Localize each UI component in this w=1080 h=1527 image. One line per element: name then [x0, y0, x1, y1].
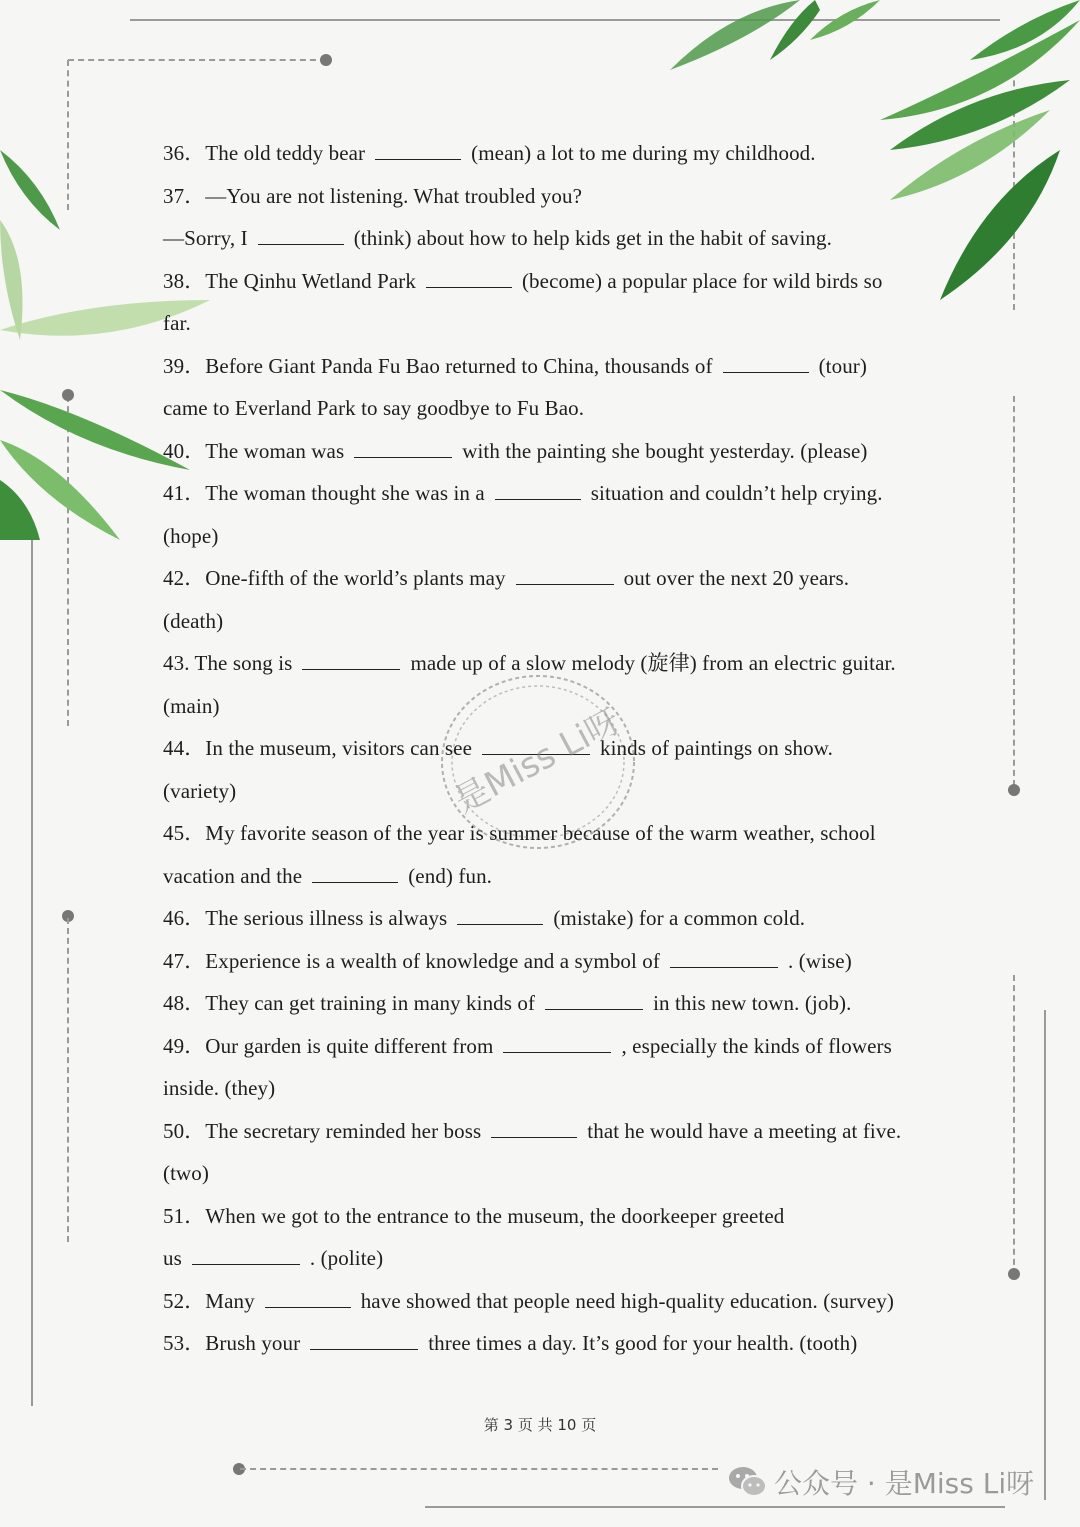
line-text: inside. (they): [163, 1076, 276, 1100]
line-text: (hope): [163, 523, 219, 548]
exercise-line: [163, 479, 883, 507]
line-text: 53．Brush your: [163, 1331, 301, 1355]
frame-dot: [1008, 784, 1020, 796]
answer-blank[interactable]: [426, 269, 512, 288]
line-text: kinds of paintings on show.: [600, 736, 833, 760]
line-text: with the painting she bought yesterday. (please): [462, 438, 868, 463]
answer-blank[interactable]: [491, 1119, 577, 1138]
exercise-line: [163, 1202, 784, 1230]
line-text: made up of a slow melody (旋律) from an electric guitar.: [410, 651, 896, 675]
line-text: —Sorry, I: [163, 226, 248, 250]
line-text: came to Everland Park to say goodbye to Fu Bao.: [163, 396, 585, 420]
exercise-line: [163, 224, 832, 252]
answer-blank[interactable]: [495, 481, 581, 500]
exercise-line: [163, 139, 816, 167]
line-text: 39．Before Giant Panda Fu Bao returned to China, thousands of: [163, 353, 713, 378]
line-text: 36．The old teddy bear: [163, 141, 366, 165]
answer-blank[interactable]: [258, 226, 344, 245]
exercise-line: [163, 1329, 857, 1357]
answer-blank[interactable]: [265, 1289, 351, 1308]
answer-blank[interactable]: [310, 1331, 418, 1350]
line-text: 41．The woman thought she was in a: [163, 481, 485, 505]
exercise-line: [163, 947, 852, 975]
bottom-dashed-line: [240, 1468, 718, 1470]
line-text: (mistake) for a common cold.: [553, 906, 806, 930]
line-text: 52．Many: [163, 1288, 255, 1313]
line-text: (death): [163, 608, 224, 633]
line-text: (variety): [163, 778, 237, 803]
page-footer: 第 3 页 共 10 页: [483, 1416, 597, 1434]
right-dashed-line-mid: [1013, 396, 1015, 786]
line-text: (mean) a lot to me during my childhood.: [471, 141, 816, 165]
bottom-border-line: [425, 1506, 1005, 1508]
answer-blank[interactable]: [723, 354, 809, 373]
line-text: out over the next 20 years.: [623, 566, 850, 590]
line-text: , especially the kinds of flowers: [621, 1033, 892, 1058]
wechat-icon: [728, 1465, 768, 1506]
answer-blank[interactable]: [375, 141, 461, 160]
line-text: three times a day. It’s good for your health. (tooth): [428, 1331, 858, 1355]
line-text: 42．One-fifth of the world’s plants may: [163, 566, 506, 590]
exercise-line: [163, 267, 882, 295]
answer-blank[interactable]: [503, 1034, 611, 1053]
answer-blank[interactable]: [192, 1246, 300, 1265]
exercise-line: [163, 989, 852, 1017]
top-dashed-line: [68, 59, 326, 61]
line-text: (tour): [818, 353, 867, 378]
exercise-line: [163, 437, 867, 465]
line-text: . (polite): [309, 1246, 384, 1270]
exercise-line: [163, 607, 223, 635]
wechat-attribution: [728, 1462, 1034, 1506]
line-text: vacation and the: [163, 863, 303, 888]
line-text: (think) about how to help kids get in the habit of saving.: [353, 226, 832, 250]
line-text: (two): [163, 1161, 209, 1185]
exercise-line: [163, 522, 218, 550]
exercise-line: [163, 352, 867, 380]
line-text: 44．In the museum, visitors can see: [163, 736, 473, 760]
exercise-line: [163, 1074, 275, 1102]
exercise-line: [163, 1287, 894, 1315]
frame-dot: [320, 54, 332, 66]
exercise-line: [163, 1159, 209, 1187]
exercise-line: [163, 777, 236, 805]
answer-blank[interactable]: [457, 906, 543, 925]
line-text: far.: [163, 311, 191, 335]
line-text: (end) fun.: [408, 863, 493, 888]
watermark-stamp: [438, 672, 638, 852]
answer-blank[interactable]: [670, 949, 778, 968]
line-text: 49．Our garden is quite different from: [163, 1033, 494, 1058]
line-text: (main): [163, 693, 220, 718]
answer-blank[interactable]: [312, 864, 398, 883]
answer-blank[interactable]: [516, 566, 614, 585]
line-text: have showed that people need high-quality education. (survey): [360, 1288, 894, 1313]
line-text: 38．The Qinhu Wetland Park: [163, 268, 416, 293]
wechat-label: 公众号 · 是Miss Li呀: [774, 1467, 1035, 1500]
line-text: 48．They can get training in many kinds of: [163, 991, 536, 1015]
line-text: 50．The secretary reminded her boss: [163, 1118, 482, 1143]
watermark-text: 是Miss Li呀: [448, 700, 628, 822]
exercise-line: [163, 309, 191, 337]
exercise-line: [163, 564, 849, 592]
line-text: (become) a popular place for wild birds so: [521, 268, 883, 293]
exercise-line: [163, 1244, 383, 1272]
exercise-line: [163, 182, 582, 210]
line-text: 43. The song is: [163, 651, 293, 675]
exercise-line: [163, 862, 492, 890]
line-text: 47．Experience is a wealth of knowledge and a symbol of: [163, 948, 661, 973]
exercise-line: [163, 394, 584, 422]
line-text: situation and couldn’t help crying.: [590, 481, 883, 505]
answer-blank[interactable]: [302, 651, 400, 670]
answer-blank[interactable]: [354, 439, 452, 458]
line-text: 37．—You are not listening. What troubled you?: [163, 183, 583, 208]
left-dashed-line-low: [67, 918, 69, 1242]
frame-dot: [1008, 1268, 1020, 1280]
line-text: us: [163, 1246, 182, 1270]
left-border-line: [31, 540, 33, 1406]
line-text: that he would have a meeting at five.: [587, 1118, 902, 1143]
right-dashed-line-low: [1013, 975, 1015, 1275]
exercise-line: [163, 904, 805, 932]
line-text: in this new town. (job).: [653, 991, 852, 1015]
line-text: 51．When we got to the entrance to the museum, the doorkeeper greeted: [163, 1203, 785, 1228]
line-text: . (wise): [788, 948, 852, 973]
exercise-line: [163, 1032, 892, 1060]
line-text: 45．My favorite season of the year is summer because of the warm weather, school: [163, 821, 876, 845]
line-text: 40．The woman was: [163, 438, 345, 463]
line-text: 46．The serious illness is always: [163, 906, 448, 930]
answer-blank[interactable]: [545, 991, 643, 1010]
exercise-line: [163, 692, 220, 720]
exercise-line: [163, 1117, 901, 1145]
